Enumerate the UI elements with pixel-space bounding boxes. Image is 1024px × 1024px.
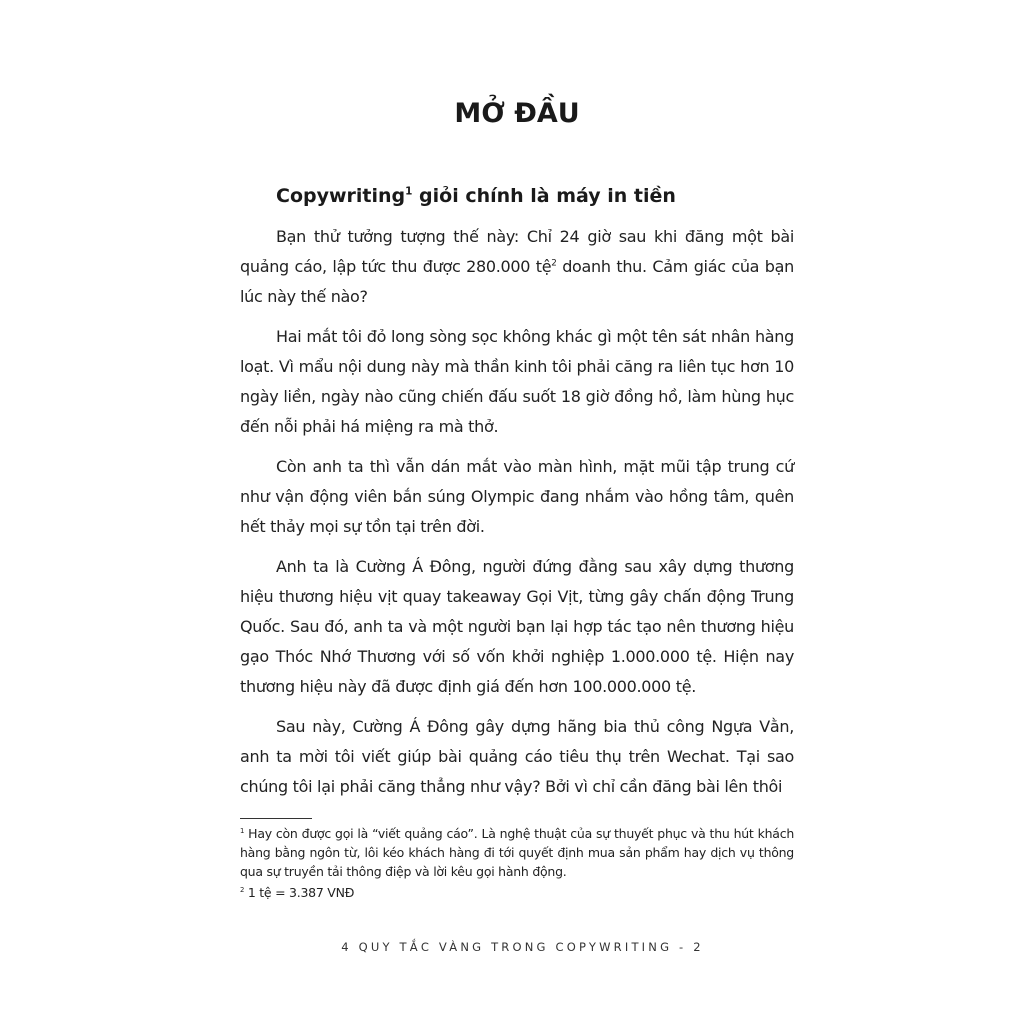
paragraph-1 <box>240 222 794 312</box>
footnote-ref-2[interactable]: 2 <box>551 258 557 269</box>
footnote-ref-1[interactable]: 1 <box>405 185 413 198</box>
footnote-1 <box>240 824 794 881</box>
footnote-divider <box>240 818 312 819</box>
running-footer: 4 QUY TẮC VÀNG TRONG COPYWRITING - 2 <box>341 940 704 954</box>
footnote-2-text: 1 tệ = 3.387 VNĐ <box>244 885 355 900</box>
footnote-mark-1: 1 <box>240 826 245 835</box>
paragraph-5: Sau này, Cường Á Đông gây dựng hãng bia thủ công Ngựa Vằn, anh ta mời tôi viết giúp bài quảng cáo tiêu thụ trên Wechat. Tại sao chúng tôi lại phải căng thẳng như vậy? Bởi vì chỉ cần đăng bài lên thôi <box>240 717 794 796</box>
paragraph-1-text: Bạn thử tưởng tượng thế này: Chỉ 24 giờ sau khi đăng một bài quảng cáo, lập tức thu được 280.000 tệ <box>240 227 794 276</box>
section-heading-text: Copywriting <box>276 185 406 207</box>
footnote-2 <box>240 883 794 902</box>
paragraph-1-text-end: doanh thu. Cảm giác của bạn lúc này thế nào? <box>240 257 794 306</box>
paragraph-3: Còn anh ta thì vẫn dán mắt vào màn hình, mặt mũi tập trung cứ như vận động viên bắn súng Olympic đang nhắm vào hồng tâm, quên hết thảy mọi sự tồn tại trên đời. <box>240 457 794 536</box>
paragraph-2: Hai mắt tôi đỏ long sòng sọc không khác gì một tên sát nhân hàng loạt. Vì mẩu nội dung này mà thần kinh tôi phải căng ra liên tục hơn 10 ngày liền, ngày nào cũng chiến đấu suốt 18 giờ đồng hồ, làm hùng hục đến nỗi phải há miệng ra mà thở. <box>240 327 794 436</box>
paragraph-4: Anh ta là Cường Á Đông, người đứng đằng sau xây dựng thương hiệu thương hiệu vịt quay takeaway Gọi Vịt, từng gây chấn động Trung Quốc. Sau đó, anh ta và một người bạn lại hợp tác tạo nên thương hiệu gạo Thóc Nhớ Thương với số vốn khởi nghiệp 1.000.000 tệ. Hiện nay thương hiệu này đã được định giá đến hơn 100.000.000 tệ. <box>240 557 794 696</box>
body-text <box>240 222 794 812</box>
footnote-mark-2: 2 <box>240 885 245 894</box>
footnote-1-text: Hay còn được gọi là “viết quảng cáo”. Là nghệ thuật của sự thuyết phục và thu hút khách hàng bằng ngôn từ, lôi kéo khách hàng đi tới quyết định mua sản phẩm hay dịch vụ thông qua sự truyền tải thông điệp và lời kêu gọi hành động. <box>240 826 794 879</box>
section-heading-rest: giỏi chính là máy in tiền <box>412 185 676 207</box>
page-title: MỞ ĐẦU <box>454 98 580 129</box>
footnotes <box>240 824 794 902</box>
section-heading <box>276 181 676 211</box>
